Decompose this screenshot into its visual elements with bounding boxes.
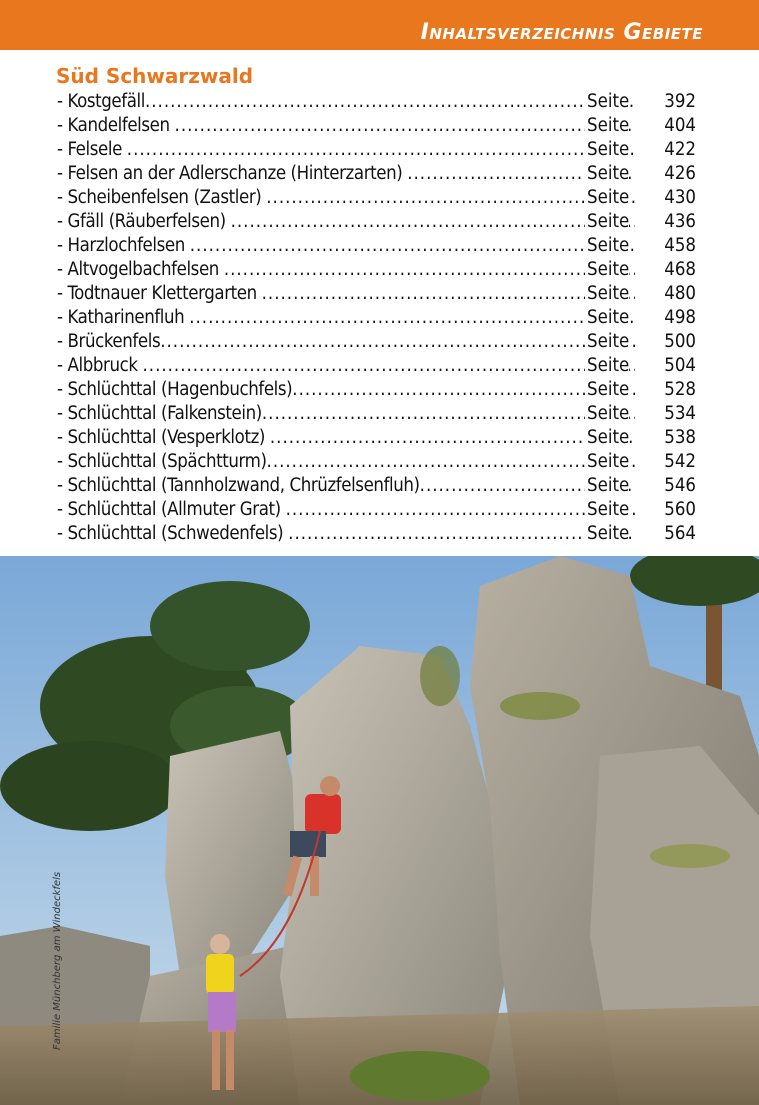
toc-entry-name: - Schlüchttal (Allmuter Grat) [57,499,286,520]
toc-entry-line [57,306,635,330]
toc-entry-seite-label: Seite [587,91,630,112]
toc-entry [57,522,702,546]
toc-entry-page-number: 538 [664,427,696,448]
toc-entry-name: - Gfäll (Räuberfelsen) [57,211,231,232]
toc-entry-page-number: 504 [664,355,696,376]
toc-entry-name: - Todtnauer Klettergarten [57,283,262,304]
header-bar [0,0,759,50]
toc-entry-seite-label: Seite [587,475,630,496]
toc-entry-page-number: 480 [664,283,696,304]
toc-entry [57,138,702,162]
toc-entry-page-number: 458 [664,235,696,256]
climbing-photo [0,556,759,1105]
toc-entry [57,378,702,402]
photo-credit: Familie Münchberg am Windeckfels [52,871,63,1050]
toc-entry-seite-label: Seite [587,499,630,520]
toc-entry-page-number: 560 [664,499,696,520]
toc-entry-page-number: 542 [664,451,696,472]
toc-entry-name: - Felsen an der Adlerschanze (Hinterzarten) [57,163,408,184]
toc-entry [57,474,702,498]
toc-entry-name: - Schlüchttal (Hagenbuchfels) [57,379,293,400]
toc-entry-seite-label: Seite [587,115,630,136]
toc-entry-line [57,114,635,138]
toc-entry-page-number: 426 [664,163,696,184]
toc-entry-page-number: 498 [664,307,696,328]
toc-entry-line [57,474,635,498]
toc-entry-seite-label: Seite [587,427,630,448]
table-of-contents [57,90,702,546]
toc-entry-line [57,354,635,378]
toc-entry-line [57,426,635,450]
section-title: Süd Schwarzwald [56,64,254,88]
toc-entry-line [57,234,635,258]
toc-entry-line [57,330,635,354]
toc-entry [57,354,702,378]
toc-entry-page-number: 500 [664,331,696,352]
toc-entry-line [57,258,635,282]
toc-entry-line [57,210,635,234]
toc-entry [57,258,702,282]
toc-entry [57,234,702,258]
toc-entry-seite-label: Seite [587,211,630,232]
toc-entry-page-number: 468 [664,259,696,280]
toc-entry-name: - Katharinenfluh [57,307,190,328]
toc-entry-line [57,90,635,114]
toc-entry-seite-label: Seite [587,403,630,424]
toc-entry-name: - Harzlochfelsen [57,235,190,256]
toc-entry-line [57,498,635,522]
toc-entry-seite-label: Seite [587,187,630,208]
toc-entry-line [57,402,635,426]
toc-entry-name: - Schlüchttal (Spächtturm) [57,451,267,472]
toc-entry-line [57,138,635,162]
toc-entry [57,450,702,474]
toc-entry-seite-label: Seite [587,523,630,544]
toc-entry-line [57,522,635,546]
toc-entry-page-number: 392 [664,91,696,112]
toc-entry-line [57,450,635,474]
toc-entry [57,114,702,138]
toc-entry-name: - Kandelfelsen [57,115,175,136]
page-title: Inhaltsverzeichnis Gebiete [420,20,703,45]
toc-entry-seite-label: Seite [587,139,630,160]
toc-entry [57,330,702,354]
toc-entry-page-number: 528 [664,379,696,400]
toc-entry-page-number: 430 [664,187,696,208]
toc-entry-line [57,162,635,186]
toc-entry-page-number: 422 [664,139,696,160]
toc-entry [57,306,702,330]
toc-entry [57,282,702,306]
toc-entry-seite-label: Seite [587,355,630,376]
toc-entry-name: - Altvogelbachfelsen [57,259,224,280]
toc-entry-name: - Schlüchttal (Tannholzwand, Chrüzfelsenfluh) [57,475,420,496]
toc-entry-seite-label: Seite [587,259,630,280]
toc-entry-page-number: 436 [664,211,696,232]
toc-entry-page-number: 564 [664,523,696,544]
toc-entry-name: - Schlüchttal (Vesperklotz) [57,427,270,448]
toc-entry [57,426,702,450]
toc-entry [57,402,702,426]
toc-entry-name: - Brückenfels [57,331,161,352]
toc-entry-seite-label: Seite [587,163,630,184]
toc-entry [57,498,702,522]
toc-entry-page-number: 534 [664,403,696,424]
toc-entry-seite-label: Seite [587,307,630,328]
toc-entry-line [57,378,635,402]
toc-entry-seite-label: Seite [587,379,630,400]
toc-entry-line [57,282,635,306]
toc-entry-name: - Albbruck [57,355,143,376]
toc-entry [57,210,702,234]
toc-entry-page-number: 404 [664,115,696,136]
toc-entry-seite-label: Seite [587,283,630,304]
toc-entry-name: - Kostgefäll [57,91,145,112]
toc-entry-seite-label: Seite [587,451,630,472]
toc-entry-page-number: 546 [664,475,696,496]
toc-entry-line [57,186,635,210]
toc-entry-name: - Schlüchttal (Schwedenfels) [57,523,289,544]
toc-entry-seite-label: Seite [587,331,630,352]
toc-entry [57,186,702,210]
toc-entry-seite-label: Seite [587,235,630,256]
toc-entry [57,90,702,114]
toc-entry [57,162,702,186]
toc-entry-name: - Scheibenfelsen (Zastler) [57,187,267,208]
toc-entry-name: - Felsele [57,139,127,160]
toc-entry-name: - Schlüchttal (Falkenstein) [57,403,262,424]
